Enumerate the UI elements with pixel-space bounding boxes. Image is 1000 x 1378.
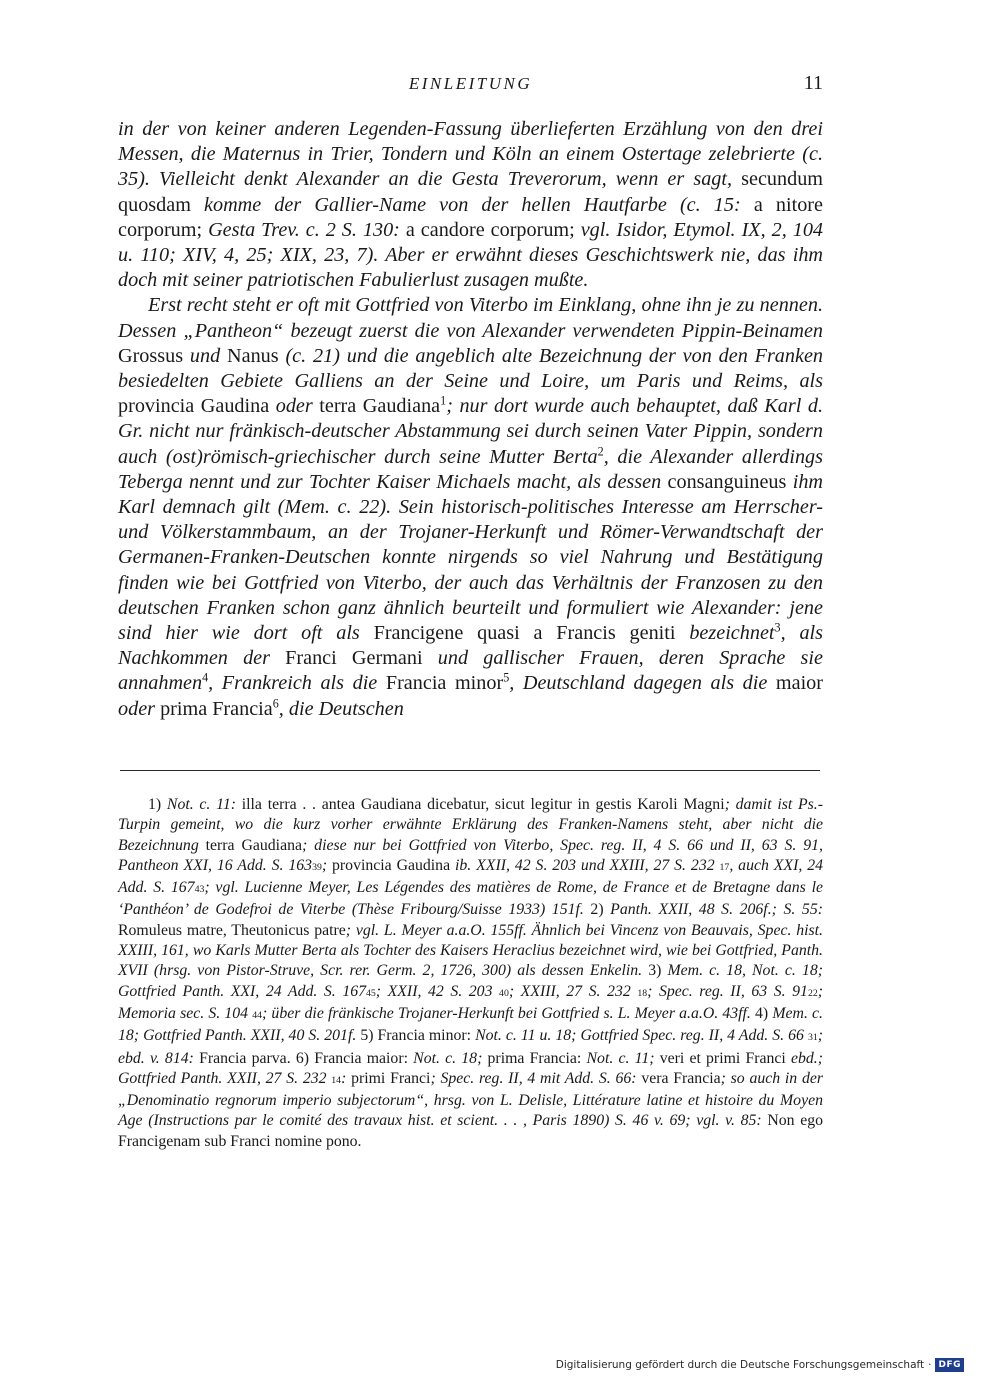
italic-text: ; damit ist Ps.-Turpin gemeint, wo die kurz vorher erwähnte Erklärung des Franken-Namens steht, aber nicht die Bezeichnung	[118, 796, 824, 854]
italic-text: Panth. XXII, 48 S. 206f.; S. 55:	[610, 901, 823, 919]
italic-text: ; ebd. v. 814:	[118, 1027, 823, 1067]
line-number: 31	[807, 1032, 818, 1044]
italic-text: oder	[118, 697, 161, 720]
roman-text: 6) Francia maior:	[295, 1049, 414, 1067]
italic-text: Not. c. 11 u. 18; Gottfried Spec. reg. II, 4 Add. S. 66	[475, 1027, 808, 1045]
italic-text: ; Memoria sec. S. 104	[118, 982, 823, 1022]
roman-text: 3)	[648, 962, 668, 980]
italic-text: ebd.; Gottfried Panth. XXII, 27 S. 232	[118, 1049, 824, 1087]
italic-text: Not. c. 11:	[166, 796, 242, 813]
roman-text: Non ego Francigenam sub Franci nomine pono.	[118, 1112, 823, 1150]
line-number: 39	[312, 861, 322, 873]
roman-text: Francigene quasi a Francis geniti	[373, 622, 690, 645]
italic-text: , die Deutschen	[278, 697, 404, 720]
italic-text: ; nur dort wurde auch behauptet, daß Karl d. Gr. nicht nur fränkisch-deutscher Abstammung sei durch seinen Vater Pippin, sondern auch (ost)römisch-griechischer durch seine Mutter Berta	[118, 395, 824, 468]
roman-text: prima Francia:	[487, 1049, 587, 1067]
roman-text: 2)	[590, 901, 611, 919]
roman-text: illa terra . . antea Gaudiana dicebatur, sicut legitur in gestis Karoli Magni	[241, 796, 725, 813]
roman-text: Grossus	[118, 344, 190, 367]
roman-text: 5) Francia minor:	[360, 1027, 476, 1045]
italic-text: ; Spec. reg. II, 63 S. 91	[647, 982, 808, 1000]
italic-text: :	[341, 1069, 352, 1087]
footnote-paragraph	[118, 795, 823, 1152]
italic-text: , die Alexander allerdings Teberga nennt und zur Tochter Kaiser Michaels macht, als dessen	[118, 445, 823, 493]
dfg-logo-icon: DFG	[935, 1358, 964, 1372]
digitization-credit	[556, 1355, 964, 1375]
italic-text: ; so auch in der „Denominatio regnorum imperio subjectorum“, hrsg. von L. Delisle, Littérature latine et histoire du Moyen Age (Instructions par le comité des travaux hist. et scient. . . , Paris 1890) S. 46 v. 69; vgl. v. 85:	[118, 1069, 824, 1130]
running-title: EINLEITUNG	[408, 74, 533, 93]
footnotes	[118, 795, 823, 1152]
italic-text: Mem. c. 18; Gottfried Panth. XXII, 40 S. 201f.	[118, 1004, 824, 1045]
italic-text: , Frankreich als die	[208, 672, 386, 695]
roman-text: Franci Germani	[285, 647, 438, 670]
italic-text: Gesta Trev. c. 2 S. 130:	[208, 218, 406, 241]
roman-text: 4)	[755, 1004, 773, 1022]
main-text	[118, 117, 823, 722]
italic-text: ;	[321, 856, 333, 874]
italic-text: , als Nachkommen der	[118, 622, 824, 670]
italic-text: Not. c. 18;	[413, 1049, 488, 1067]
footnote-separator	[120, 770, 820, 771]
roman-text: terra Gaudiana	[319, 395, 441, 418]
italic-text: ihm Karl demnach gilt (Mem. c. 22). Sein historisch-politisches Interesse am Herrscher- und Völkerstammbaum, an der Trojaner-Herkunft und Römer-Verwandtschaft der Germanen-Franken-Deutschen konnte nirgends so viel Nahrung und Bestätigung finden wie bei Gottfried von Viterbo, der auch das Verhältnis der Franzosen zu den deutschen Franken schon ganz ähnlich beurteilt und formuliert wie Alexander: jene sind hier wie dort oft als	[118, 470, 823, 645]
page-header	[118, 72, 823, 102]
italic-text: ; über die fränkische Trojaner-Herkunft bei Gottfried s. L. Meyer a.a.O. 43ff.	[262, 1004, 756, 1022]
page-number: 11	[803, 72, 823, 94]
line-number: 22	[807, 987, 818, 999]
roman-text: Nanus	[227, 344, 286, 367]
roman-text: vera Francia	[641, 1069, 721, 1087]
roman-text: provincia Gaudina	[332, 856, 456, 874]
italic-text: ; vgl. Lucienne Meyer, Les Légendes des matières de Rome, de France et de Bretagne dans le ‘Panthéon’ de Godefroi de Viterbe (Thèse Fribourg/Suisse 1933) 151f.	[118, 879, 824, 919]
footnote-marker: 4	[202, 670, 209, 685]
roman-text: veri et primi Franci	[659, 1049, 791, 1067]
line-number: 14	[331, 1074, 342, 1086]
italic-text: Erst recht steht er oft mit Gottfried von Viterbo im Einklang, ohne ihn je zu nennen. Dessen „Pantheon“ bezeugt zuerst die von Alexander verwendeten Pippin-Beinamen	[118, 294, 823, 342]
italic-text: , Deutschland dagegen als die	[509, 672, 776, 695]
roman-text: terra Gaudiana	[205, 836, 302, 854]
roman-text: provincia Gaudina	[118, 395, 276, 418]
italic-text: in der von keiner anderen Legenden-Fassung überlieferten Erzählung von den drei Messen, die Maternus in Trier, Tondern und Köln an einem Ostertage zelebrierte (c. 35). Vielleicht denkt Alexander an die Gesta Treverorum, wenn er sagt,	[118, 118, 823, 191]
roman-text: a nitore corporum;	[118, 193, 823, 241]
roman-text: 1)	[148, 796, 167, 813]
roman-text: secundum quosdam	[118, 168, 823, 216]
italic-text: und gallischer Frauen, deren Sprache sie annahmen	[118, 647, 823, 695]
italic-text: ib. XXII, 42 S. 203 und XXIII, 27 S. 232	[455, 856, 720, 874]
italic-text: Mem. c. 18, Not. c. 18; Gottfried Panth. XXI, 24 Add. S. 167	[118, 962, 823, 1000]
italic-text: oder	[275, 395, 320, 418]
italic-text: (c. 21) und die angeblich alte Bezeichnung der von den Franken besiedelten Gebiete Galliens an der Seine und Loire, um Paris und Reims, als	[118, 344, 824, 393]
italic-text: komme der Gallier-Name von der hellen Hautfarbe (c. 15:	[204, 193, 754, 216]
credit-text: Digitalisierung gefördert durch die Deutsche Forschungsgemeinschaft	[555, 1359, 925, 1371]
italic-text: Not. c. 11;	[586, 1049, 660, 1067]
roman-text: Romuleus matre, Theutonicus patre	[118, 921, 346, 939]
footnote-marker: 1	[440, 393, 447, 408]
italic-text: bezeichnet	[689, 622, 775, 645]
line-number: 44	[252, 1009, 262, 1021]
line-number: 18	[637, 987, 648, 999]
line-number: 17	[719, 861, 730, 873]
line-number: 45	[366, 987, 376, 999]
roman-text: primi Franci	[351, 1069, 431, 1087]
footnote-marker: 2	[597, 443, 604, 458]
italic-text: ; vgl. L. Meyer a.a.O. 155ff. Ähnlich bei Vincenz von Beauvais, Spec. hist. XXIII, 161, wo Karls Mutter Berta als Tochter des Kaisers Heraclius bezeichnet wird, wie bei Gottfried, Panth. XVII (hrsg. von Pistor-Struve, Scr. rer. Germ. 2, 1726, 300) als dessen Enkelin.	[118, 921, 823, 980]
line-number: 43	[194, 884, 205, 896]
italic-text: ; Spec. reg. II, 4 mit Add. S. 66:	[430, 1069, 642, 1087]
body-paragraph	[118, 117, 823, 293]
italic-text: ; XXII, 42 S. 203	[375, 982, 500, 1000]
italic-text: ; diese nur bei Gottfried von Viterbo, Spec. reg. II, 4 S. 66 und II, 63 S. 91, Pantheon XXI, 16 Add. S. 163	[118, 836, 823, 874]
italic-text: und	[189, 344, 228, 367]
italic-text: ; XXIII, 27 S. 232	[508, 982, 638, 1000]
body-paragraph	[118, 293, 823, 721]
footnote-marker: 5	[503, 670, 510, 685]
italic-text: , auch XXI, 24 Add. S. 167	[118, 856, 824, 897]
footnote-marker: 3	[774, 620, 781, 635]
roman-text: prima Francia	[160, 697, 273, 720]
line-number: 40	[499, 987, 509, 999]
roman-text: maior	[775, 672, 823, 695]
credit-separator: ·	[928, 1359, 932, 1371]
footnote-marker: 6	[272, 695, 279, 710]
roman-text: a candore corporum;	[405, 218, 581, 241]
roman-text: consanguineus	[667, 470, 793, 493]
roman-text: Francia minor	[385, 672, 504, 695]
italic-text: vgl. Isidor, Etymol. IX, 2, 104 u. 110; XIV, 4, 25; XIX, 23, 7). Aber er erwähnt dieses Geschichtswerk nie, das ihm doch mit seiner patriotischen Fabulierlust zusagen mußte.	[118, 218, 824, 292]
roman-text: Francia parva.	[199, 1049, 296, 1067]
